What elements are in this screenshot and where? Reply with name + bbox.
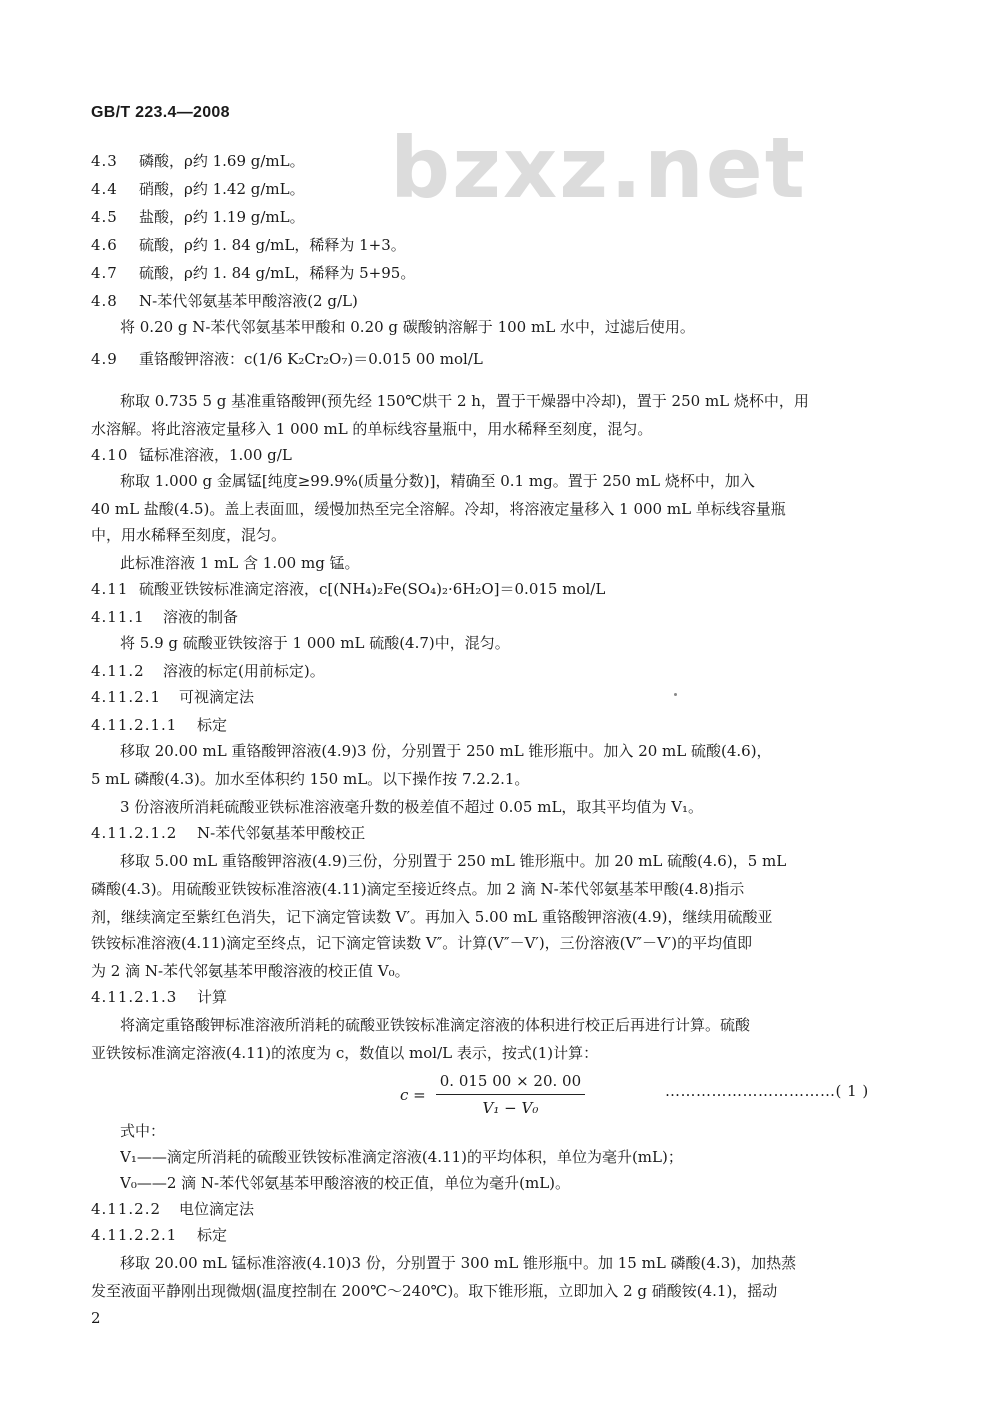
clause-number: 4.11.2 — [91, 662, 145, 680]
item-4-8-body: 将 0.20 g N-苯代邻氨基苯甲酸和 0.20 g 碳酸钠溶解于 100 mL 水中，过滤后使用。 — [120, 318, 695, 336]
item-4-11-2-1-2-body-1: 移取 5.00 mL 重铬酸钾溶液(4.9)三份，分别置于 250 mL 锥形瓶中。加 20 mL 硫酸(4.6)，5 mL — [120, 852, 787, 870]
item-4-11-2-1-2-body-3: 剂，继续滴定至紫红色消失，记下滴定管读数 V′。再加入 5.00 mL 重铬酸钾溶液(4.9)，继续用硫酸亚 — [91, 908, 773, 926]
item-4-11-2-1-1 — [91, 712, 891, 738]
item-4-10-body-4: 此标准溶液 1 mL 含 1.00 mg 锰。 — [120, 554, 360, 572]
item-4-11-2-1-2-body-5: 为 2 滴 N-苯代邻氨基苯甲酸溶液的校正值 V₀。 — [91, 962, 410, 980]
clause-number: 4.5 — [91, 208, 118, 226]
item-4-11 — [91, 576, 891, 602]
clause-number: 4.11.2.1.3 — [91, 988, 178, 1006]
clause-text: 磷酸，ρ约 1.69 g/mL。 — [139, 152, 305, 170]
clause-number: 4.3 — [91, 152, 118, 170]
clause-number: 4.8 — [91, 292, 118, 310]
item-4-9-body-1: 称取 0.735 5 g 基准重铬酸钾(预先经 150℃烘干 2 h，置于干燥器中冷却)，置于 250 mL 烧杯中，用 — [120, 392, 809, 410]
where-v0: V₀——2 滴 N-苯代邻氨基苯甲酸溶液的校正值，单位为毫升(mL)。 — [120, 1174, 571, 1192]
clause-text: 硝酸，ρ约 1.42 g/mL。 — [139, 180, 305, 198]
item-4-11-2-1-1-body-1: 移取 20.00 mL 重铬酸钾溶液(4.9)3 份，分别置于 250 mL 锥形瓶中。加入 20 mL 硫酸(4.6)， — [120, 742, 772, 760]
equation-number: ……………………………( 1 ) — [665, 1082, 869, 1100]
item-4-11-1 — [91, 604, 891, 630]
item-4-11-2-1-2 — [91, 820, 891, 846]
clause-text: 标定 — [197, 1226, 228, 1244]
formula-lhs: c = — [400, 1085, 426, 1104]
item-4-11-2-1-1-body-2: 5 mL 磷酸(4.3)。加水至体积约 150 mL。以下操作按 7.2.2.1。 — [91, 770, 530, 788]
item-4-11-2-2-1 — [91, 1222, 891, 1248]
where-label: 式中： — [120, 1122, 166, 1140]
clause-number: 4.9 — [91, 350, 118, 368]
clause-number: 4.11 — [91, 580, 129, 598]
item-4-3 — [91, 148, 891, 174]
fraction — [400, 1070, 585, 1119]
fraction-stack — [436, 1070, 585, 1119]
item-4-10-body-1: 称取 1.000 g 金属锰[纯度≥99.9%(质量分数)]，精确至 0.1 mg。置于 250 mL 烧杯中，加入 — [120, 472, 755, 490]
clause-text: 溶液的制备 — [163, 608, 239, 626]
clause-text: 硫酸，ρ约 1. 84 g/mL，稀释为 1+3。 — [139, 236, 406, 254]
clause-number: 4.11.2.1.2 — [91, 824, 178, 842]
clause-text: N-苯代邻氨基苯甲酸溶液(2 g/L) — [139, 292, 358, 310]
clause-text: 溶液的标定(用前标定)。 — [163, 662, 325, 680]
item-4-11-2-1-2-body-4: 铁铵标准溶液(4.11)滴定至终点，记下滴定管读数 V″。计算(V″－V′)，三份溶液(V″－V′)的平均值即 — [91, 934, 753, 952]
item-4-11-2-1-3-body-2: 亚铁铵标准滴定溶液(4.11)的浓度为 c，数值以 mol/L 表示，按式(1)计算： — [91, 1044, 599, 1062]
item-4-11-2-1-1-body-3: 3 份溶液所消耗硫酸亚铁标准溶液毫升数的极差值不超过 0.05 mL，取其平均值为 V₁。 — [120, 798, 704, 816]
clause-number: 4.11.1 — [91, 608, 145, 626]
scan-speck — [674, 693, 677, 696]
item-4-9 — [91, 346, 891, 372]
item-4-8 — [91, 288, 891, 314]
formula-numerator: 0. 015 00 × 20. 00 — [436, 1070, 585, 1095]
clause-text: 硫酸亚铁铵标准滴定溶液，c[(NH₄)₂Fe(SO₄)₂·6H₂O]＝0.015 mol/L — [139, 580, 606, 598]
item-4-11-2-1-3-body-1: 将滴定重铬酸钾标准溶液所消耗的硫酸亚铁铵标准滴定溶液的体积进行校正后再进行计算。硫酸 — [120, 1016, 751, 1034]
clause-number: 4.6 — [91, 236, 118, 254]
item-4-11-1-body: 将 5.9 g 硫酸亚铁铵溶于 1 000 mL 硫酸(4.7)中，混匀。 — [120, 634, 510, 652]
item-4-10-body-2: 40 mL 盐酸(4.5)。盖上表面皿，缓慢加热至完全溶解。冷却，将溶液定量移入 1 000 mL 单标线容量瓶 — [91, 500, 786, 518]
item-4-11-2 — [91, 658, 891, 684]
clause-text: 锰标准溶液，1.00 g/L — [139, 446, 292, 464]
item-4-11-2-1-2-body-2: 磷酸(4.3)。用硫酸亚铁铵标准溶液(4.11)滴定至接近终点。加 2 滴 N-苯代邻氨基苯甲酸(4.8)指示 — [91, 880, 745, 898]
clause-text: N-苯代邻氨基苯甲酸校正 — [197, 824, 366, 842]
clause-text: 盐酸，ρ约 1.19 g/mL。 — [139, 208, 305, 226]
clause-number: 4.11.2.2 — [91, 1200, 162, 1218]
clause-text: 电位滴定法 — [179, 1200, 255, 1218]
clause-text: 可视滴定法 — [179, 688, 255, 706]
item-4-9-body-2: 水溶解。将此溶液定量移入 1 000 mL 的单标线容量瓶中，用水稀释至刻度，混匀。 — [91, 420, 653, 438]
item-4-11-2-2-1-body-2: 发至液面平静刚出现微烟(温度控制在 200℃～240℃)。取下锥形瓶，立即加入 2 g 硝酸铵(4.1)，摇动 — [91, 1282, 778, 1300]
page-number: 2 — [91, 1309, 101, 1327]
watermark: bzxz.net — [390, 119, 807, 217]
standard-code-header: GB/T 223.4—2008 — [91, 104, 230, 121]
clause-number: 4.11.2.1 — [91, 688, 162, 706]
clause-text: 重铬酸钾溶液：c(1/6 K₂Cr₂O₇)＝0.015 00 mol/L — [139, 350, 483, 368]
item-4-11-2-2 — [91, 1196, 891, 1222]
clause-text: 硫酸，ρ约 1. 84 g/mL，稀释为 5+95。 — [139, 264, 416, 282]
item-4-11-2-1 — [91, 684, 891, 710]
clause-number: 4.4 — [91, 180, 118, 198]
clause-text: 标定 — [197, 716, 228, 734]
item-4-11-2-1-3 — [91, 984, 891, 1010]
clause-number: 4.7 — [91, 264, 118, 282]
item-4-10 — [91, 442, 891, 468]
clause-text: 计算 — [197, 988, 228, 1006]
clause-number: 4.11.2.2.1 — [91, 1226, 178, 1244]
clause-number: 4.10 — [91, 446, 129, 464]
item-4-4 — [91, 176, 891, 202]
clause-number: 4.11.2.1.1 — [91, 716, 178, 734]
item-4-10-body-3: 中，用水稀释至刻度，混匀。 — [91, 526, 287, 544]
item-4-5 — [91, 204, 891, 230]
item-4-6 — [91, 232, 891, 258]
item-4-7 — [91, 260, 891, 286]
where-v1: V₁——滴定所消耗的硫酸亚铁铵标准滴定溶液(4.11)的平均体积，单位为毫升(mL)； — [120, 1148, 683, 1166]
item-4-11-2-2-1-body-1: 移取 20.00 mL 锰标准溶液(4.10)3 份，分别置于 300 mL 锥形瓶中。加 15 mL 磷酸(4.3)，加热蒸 — [120, 1254, 797, 1272]
formula-denominator: V₁ − V₀ — [482, 1099, 539, 1117]
